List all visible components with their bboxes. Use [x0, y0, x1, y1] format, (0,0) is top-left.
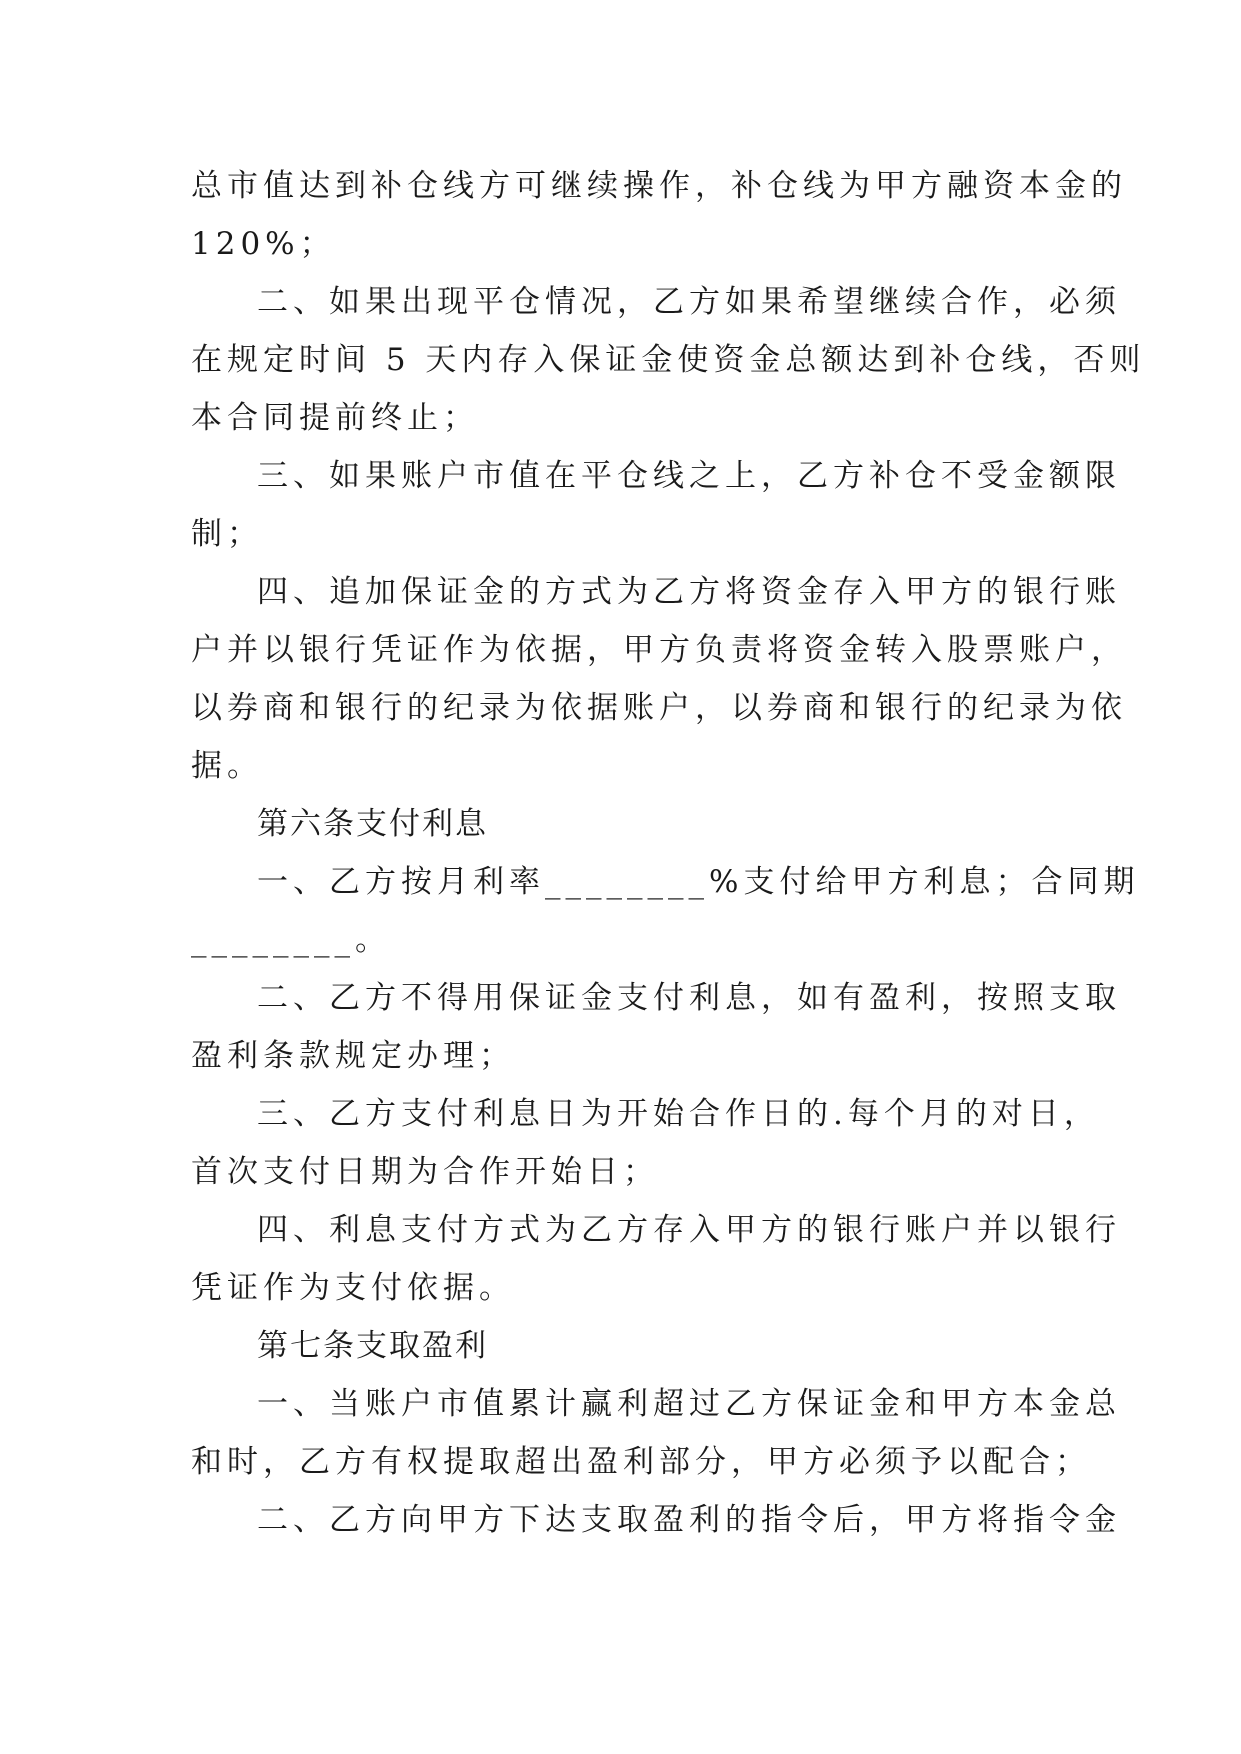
article-6-clause-4-line: 四、利息支付方式为乙方存入甲方的银行账户并以银行 [257, 1212, 1121, 1248]
article-6-clause-3-line: 三、乙方支付利息日为开始合作日的.每个月的对日， [257, 1096, 1100, 1132]
paragraph-line: 在规定时间 5 天内存入保证金使资金总额达到补仓线，否则 [191, 342, 1146, 378]
clause-4-line: 四、追加保证金的方式为乙方将资金存入甲方的银行账 [257, 574, 1121, 610]
paragraph-line: 据。 [191, 748, 263, 784]
clause-2-line: 二、如果出现平仓情况，乙方如果希望继续合作，必须 [257, 284, 1121, 320]
paragraph-line: 本合同提前终止； [191, 400, 479, 436]
article-7-heading: 第七条支取盈利 [257, 1328, 488, 1364]
paragraph-line: 制； [191, 516, 263, 552]
paragraph-line: 以券商和银行的纪录为依据账户，以券商和银行的纪录为依 [191, 690, 1127, 726]
article-6-heading: 第六条支付利息 [257, 806, 488, 842]
paragraph-line: 总市值达到补仓线方可继续操作，补仓线为甲方融资本金的 [191, 168, 1127, 204]
paragraph-line: 盈利条款规定办理； [191, 1038, 515, 1074]
article-7-clause-1-line: 一、当账户市值累计赢利超过乙方保证金和甲方本金总 [257, 1386, 1121, 1422]
clause-3-line: 三、如果账户市值在平仓线之上，乙方补仓不受金额限 [257, 458, 1121, 494]
article-6-clause-1-line: 一、乙方按月利率________%支付给甲方利息；合同期 [257, 864, 1140, 900]
article-7-clause-2-line: 二、乙方向甲方下达支取盈利的指令后，甲方将指令金 [257, 1502, 1121, 1538]
paragraph-line: 和时，乙方有权提取超出盈利部分，甲方必须予以配合； [191, 1444, 1091, 1480]
paragraph-line: 户并以银行凭证作为依据，甲方负责将资金转入股票账户， [191, 632, 1127, 668]
paragraph-line: 首次支付日期为合作开始日； [191, 1154, 659, 1190]
document-body [191, 157, 1146, 1549]
paragraph-line: 120%； [191, 226, 336, 262]
paragraph-line: 凭证作为支付依据。 [191, 1270, 515, 1306]
paragraph-line: ________。 [191, 922, 391, 958]
article-6-clause-2-line: 二、乙方不得用保证金支付利息，如有盈利，按照支取 [257, 980, 1121, 1016]
